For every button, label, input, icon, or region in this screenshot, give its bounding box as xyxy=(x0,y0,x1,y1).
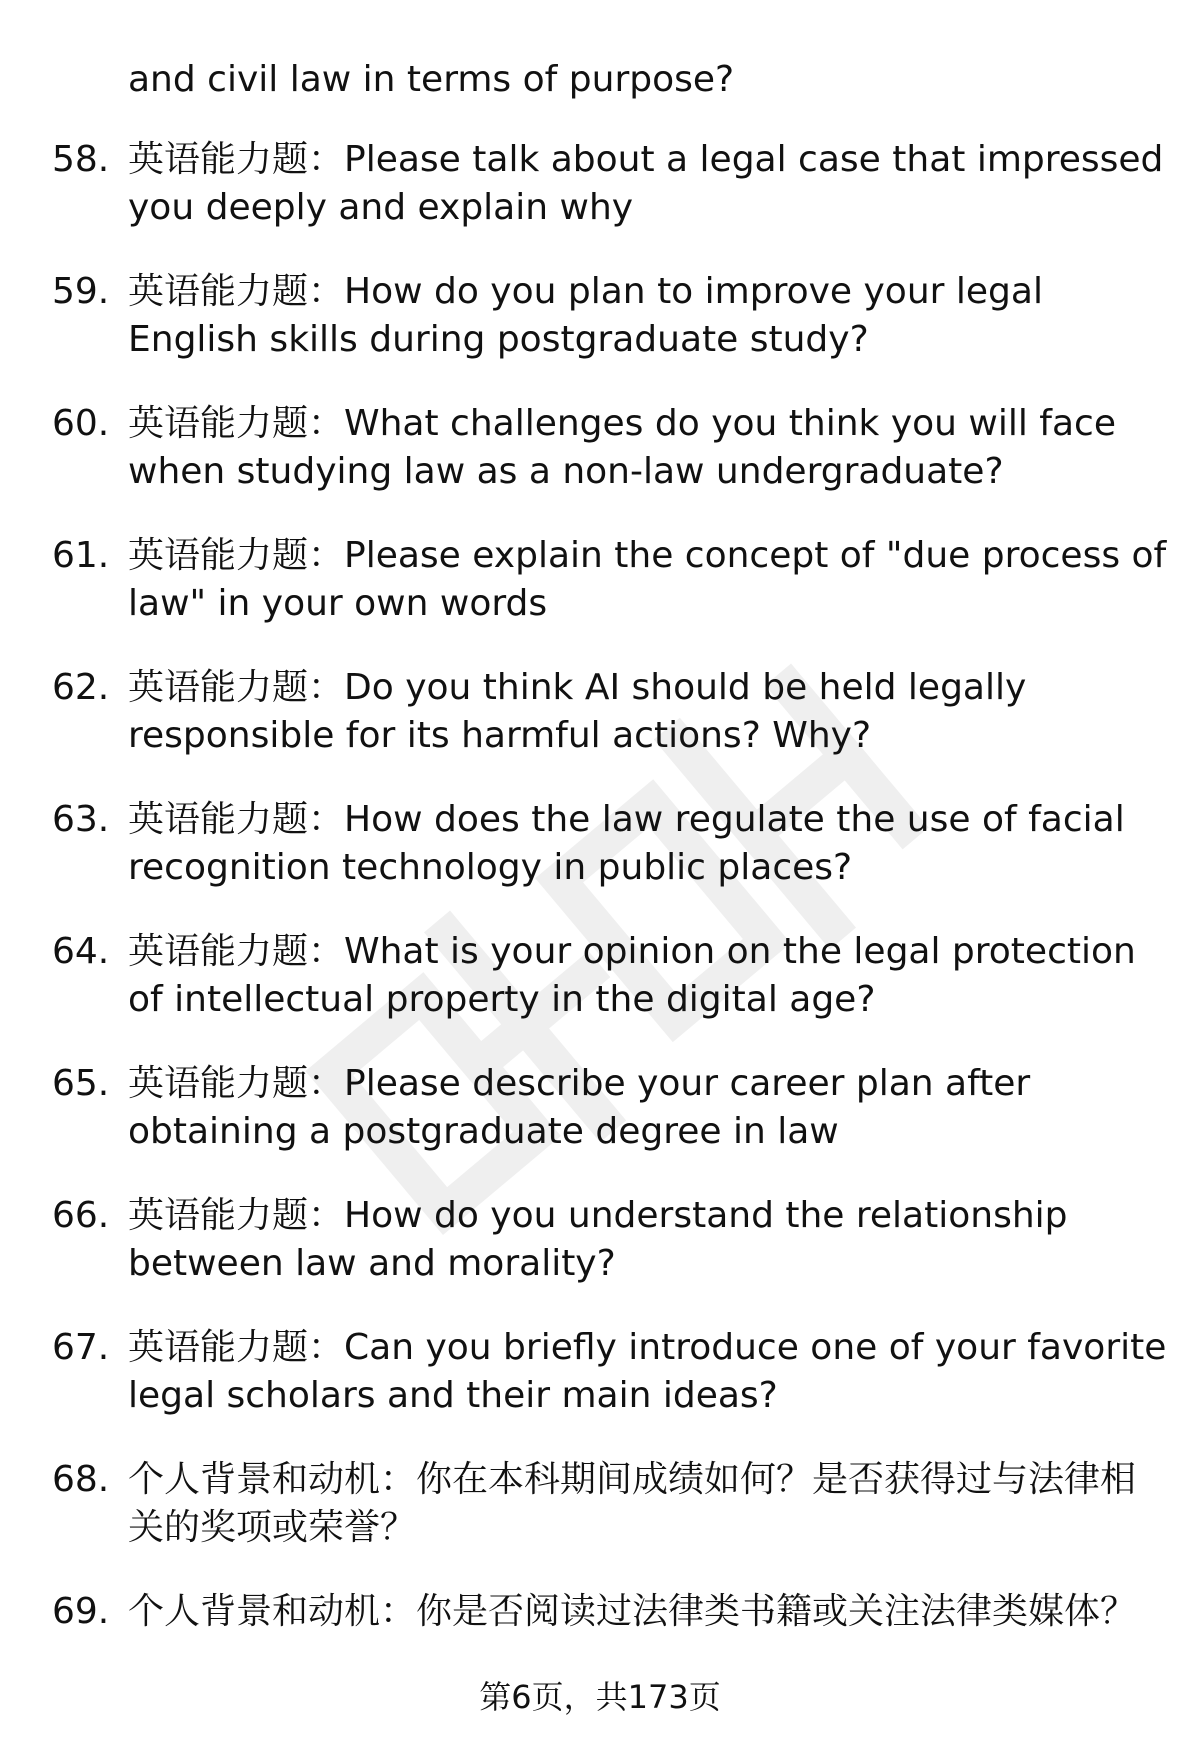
question-number: 63. xyxy=(52,799,110,840)
question-number: 58. xyxy=(52,139,110,180)
question-item xyxy=(0,136,1200,268)
question-text: 个人背景和动机：你在本科期间成绩如何？是否获得过与法律相关的奖项或荣誉？ xyxy=(128,1459,1137,1548)
question-text: 英语能力题：Please describe your career plan after obtaining a postgraduate degree in law xyxy=(128,1063,1031,1152)
question-item xyxy=(0,532,1200,664)
question-text: 英语能力题：Please explain the concept of "due process of law" in your own words xyxy=(128,535,1167,624)
question-number: 68. xyxy=(52,1459,110,1500)
continuation-text: and civil law in terms of purpose? xyxy=(128,59,735,100)
question-number: 66. xyxy=(52,1195,110,1236)
question-number: 61. xyxy=(52,535,110,576)
question-text: 英语能力题：How do you plan to improve your legal English skills during postgraduate study? xyxy=(128,271,1043,360)
question-number: 67. xyxy=(52,1327,110,1368)
question-item xyxy=(0,928,1200,1060)
question-text: 英语能力题：What is your opinion on the legal protection of intellectual property in the digital age? xyxy=(128,931,1136,1020)
question-number: 62. xyxy=(52,667,110,708)
question-item xyxy=(0,1192,1200,1324)
question-item xyxy=(0,1324,1200,1456)
question-item xyxy=(0,400,1200,532)
question-text: 英语能力题：How does the law regulate the use of facial recognition technology in public places? xyxy=(128,799,1125,888)
question-number: 60. xyxy=(52,403,110,444)
question-item xyxy=(0,268,1200,400)
question-number: 64. xyxy=(52,931,110,972)
question-number: 69. xyxy=(52,1591,110,1632)
question-text: 英语能力题：How do you understand the relationship between law and morality? xyxy=(128,1195,1068,1284)
question-item xyxy=(0,1456,1200,1588)
question-text: 个人背景和动机：你是否阅读过法律类书籍或关注法律类媒体？ xyxy=(128,1591,1137,1632)
question-item xyxy=(0,664,1200,796)
question-number: 59. xyxy=(52,271,110,312)
question-text: 英语能力题：What challenges do you think you will face when studying law as a non-law undergraduate? xyxy=(128,403,1116,492)
question-number: 65. xyxy=(52,1063,110,1104)
question-list xyxy=(0,136,1200,1720)
question-item xyxy=(0,796,1200,928)
question-text: 英语能力题：Can you briefly introduce one of your favorite legal scholars and their main ideas? xyxy=(128,1327,1167,1416)
question-item xyxy=(0,1060,1200,1192)
question-text: 英语能力题：Do you think AI should be held legally responsible for its harmful actions? Why? xyxy=(128,667,1027,756)
question-text: 英语能力题：Please talk about a legal case that impressed you deeply and explain why xyxy=(128,139,1164,228)
page-footer: 第6页，共173页 xyxy=(479,1678,721,1716)
